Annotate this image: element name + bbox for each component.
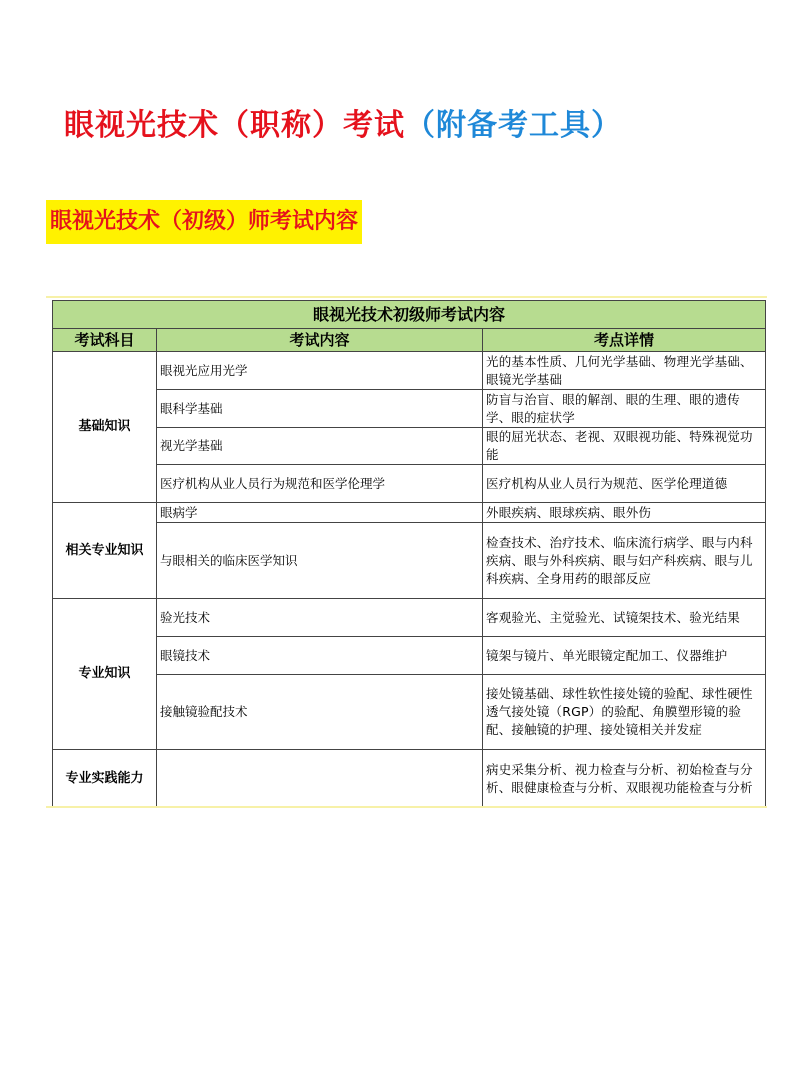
content-cell: 医疗机构从业人员行为规范和医学伦理学 (157, 465, 483, 503)
content-cell: 视光学基础 (157, 428, 483, 465)
detail-cell: 医疗机构从业人员行为规范、医学伦理道德 (483, 465, 766, 503)
content-cell: 与眼相关的临床医学知识 (157, 523, 483, 599)
exam-content-table (52, 300, 766, 808)
table-title-row (53, 301, 766, 329)
table-row (53, 675, 766, 750)
divider-bottom (46, 806, 767, 808)
subject-cell: 基础知识 (53, 352, 157, 503)
detail-cell: 外眼疾病、眼球疾病、眼外伤 (483, 503, 766, 523)
content-cell (157, 750, 483, 808)
table-row (53, 390, 766, 428)
detail-cell: 镜架与镜片、单光眼镜定配加工、仪器维护 (483, 637, 766, 675)
detail-cell: 客观验光、主觉验光、试镜架技术、验光结果 (483, 599, 766, 637)
table-row (53, 750, 766, 808)
detail-cell: 防盲与治盲、眼的解剖、眼的生理、眼的遗传学、眼的症状学 (483, 390, 766, 428)
table-header-row (53, 329, 766, 352)
table-title: 眼视光技术初级师考试内容 (53, 301, 766, 329)
table-row (53, 637, 766, 675)
column-header-content: 考试内容 (157, 329, 483, 352)
page-title-suffix: （附备考工具） (405, 108, 622, 143)
detail-cell: 检查技术、治疗技术、临床流行病学、眼与内科疾病、眼与外科疾病、眼与妇产科疾病、眼与儿科疾病、全身用药的眼部反应 (483, 523, 766, 599)
page-title-main: 眼视光技术（职称）考试 (64, 108, 405, 143)
detail-cell: 光的基本性质、几何光学基础、物理光学基础、眼镜光学基础 (483, 352, 766, 390)
detail-cell: 接处镜基础、球性软性接处镜的验配、球性硬性透气接处镜（RGP）的验配、角膜塑形镜的验配、接触镜的护理、接处镜相关并发症 (483, 675, 766, 750)
table-row (53, 503, 766, 523)
content-cell: 眼镜技术 (157, 637, 483, 675)
page-title (64, 100, 622, 144)
table-row (53, 352, 766, 390)
subject-cell: 相关专业知识 (53, 503, 157, 599)
column-header-subject: 考试科目 (53, 329, 157, 352)
content-cell: 验光技术 (157, 599, 483, 637)
subject-cell: 专业实践能力 (53, 750, 157, 808)
subject-cell: 专业知识 (53, 599, 157, 750)
table-row (53, 523, 766, 599)
content-cell: 眼病学 (157, 503, 483, 523)
section-subtitle: 眼视光技术（初级）师考试内容 (46, 200, 362, 244)
detail-cell: 病史采集分析、视力检查与分析、初始检查与分析、眼健康检查与分析、双眼视功能检查与分析 (483, 750, 766, 808)
divider-top (46, 296, 767, 298)
table-row (53, 465, 766, 503)
table-row (53, 599, 766, 637)
detail-cell: 眼的屈光状态、老视、双眼视功能、特殊视觉功能 (483, 428, 766, 465)
content-cell: 接触镜验配技术 (157, 675, 483, 750)
content-cell: 眼视光应用光学 (157, 352, 483, 390)
column-header-detail: 考点详情 (483, 329, 766, 352)
content-cell: 眼科学基础 (157, 390, 483, 428)
table-row (53, 428, 766, 465)
